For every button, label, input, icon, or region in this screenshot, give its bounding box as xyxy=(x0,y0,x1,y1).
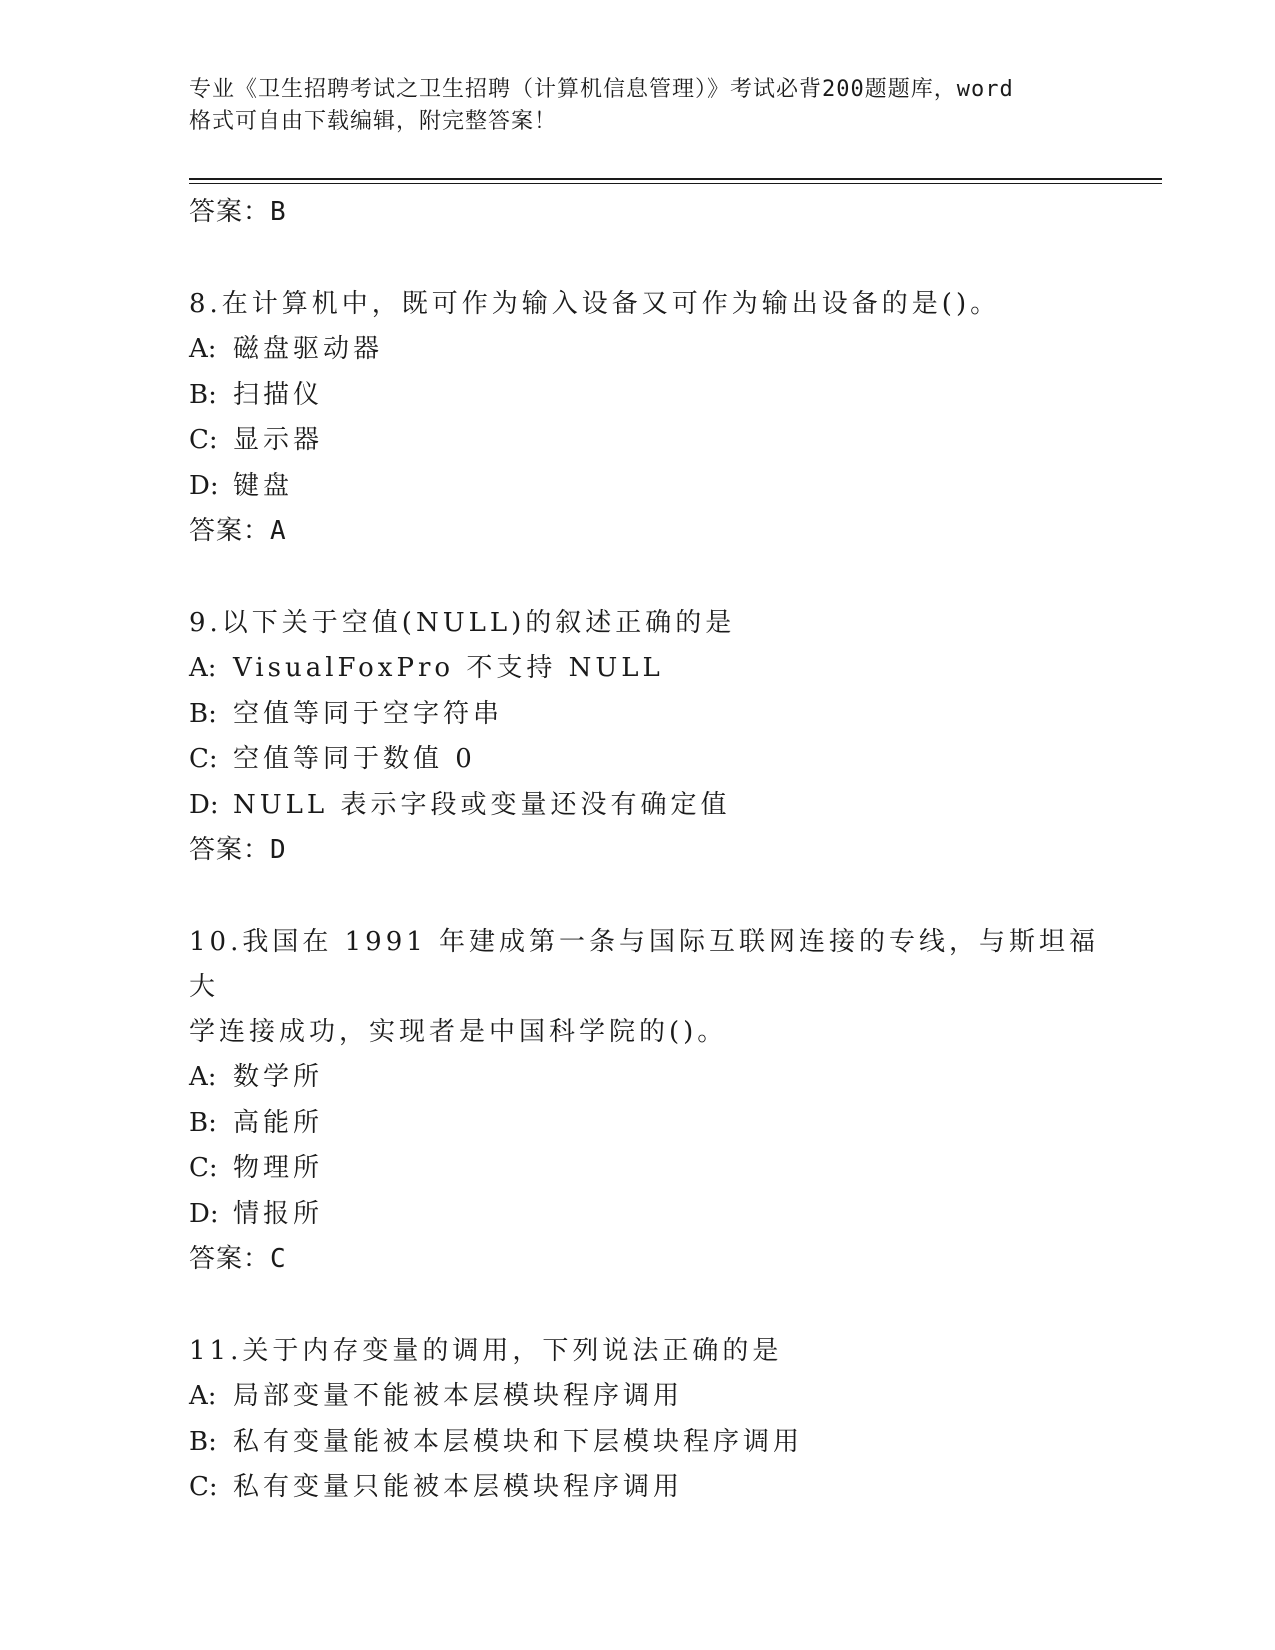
option-a xyxy=(189,646,1109,692)
question-block-10 xyxy=(189,920,1109,1281)
option-letter: D: xyxy=(189,470,219,501)
spacer xyxy=(189,872,1109,920)
question-block-8 xyxy=(189,282,1109,553)
option-letter: C: xyxy=(189,1472,218,1502)
option-d xyxy=(189,1192,1109,1238)
option-text: 物理所 xyxy=(233,1153,324,1183)
option-letter: D: xyxy=(189,789,219,820)
option-text: 数学所 xyxy=(233,1062,324,1092)
option-b xyxy=(189,1420,1109,1466)
question-text: 8.在计算机中，既可作为输入设备又可作为输出设备的是()。 xyxy=(189,289,1001,319)
option-text: 私有变量能被本层模块和下层模块程序调用 xyxy=(233,1426,804,1457)
option-c xyxy=(189,1146,1109,1192)
question-text: 11.关于内存变量的调用，下列说法正确的是 xyxy=(189,1336,783,1366)
option-letter: C: xyxy=(189,1153,218,1183)
header-divider-thin xyxy=(189,183,1162,184)
option-text: 扫描仪 xyxy=(233,379,324,410)
answer-line: 答案：A xyxy=(189,516,287,546)
option-letter: C: xyxy=(189,744,218,774)
option-text: NULL 表示字段或变量还没有确定值 xyxy=(233,789,731,820)
option-b xyxy=(189,373,1109,419)
option-text: 局部变量不能被本层模块程序调用 xyxy=(233,1381,684,1411)
option-text: 显示器 xyxy=(233,425,324,455)
option-text: 磁盘驱动器 xyxy=(233,334,384,364)
question-block-11 xyxy=(189,1329,1109,1511)
option-letter: A: xyxy=(189,334,217,364)
option-a xyxy=(189,327,1109,373)
answer-line-previous: 答案：B xyxy=(189,197,287,227)
header-line-1: 专业《卫生招聘考试之卫生招聘（计算机信息管理）》考试必背200题题库，word xyxy=(189,77,1014,102)
header-line-2: 格式可自由下载编辑，附完整答案！ xyxy=(189,109,558,134)
question-text-line-1: 10.我国在 1991 年建成第一条与国际互联网连接的专线，与斯坦福大 xyxy=(189,927,1100,1002)
option-letter: A: xyxy=(189,1062,217,1092)
option-text: 键盘 xyxy=(233,470,294,501)
option-letter: C: xyxy=(189,425,218,455)
option-b xyxy=(189,1101,1109,1147)
option-text: VisualFoxPro 不支持 NULL xyxy=(233,653,664,683)
option-a xyxy=(189,1374,1109,1420)
option-letter: A: xyxy=(189,653,217,683)
option-letter: B: xyxy=(189,1426,217,1457)
question-text: 9.以下关于空值(NULL)的叙述正确的是 xyxy=(189,608,736,638)
option-text: 高能所 xyxy=(233,1107,324,1138)
spacer xyxy=(189,553,1109,601)
question-block-9 xyxy=(189,601,1109,872)
header-divider-thick xyxy=(189,178,1162,180)
option-c xyxy=(189,1465,1109,1511)
question-list xyxy=(189,190,1109,1511)
option-text: 情报所 xyxy=(233,1198,324,1229)
option-c xyxy=(189,418,1109,464)
option-letter: B: xyxy=(189,379,217,410)
option-b xyxy=(189,692,1109,738)
option-text: 私有变量只能被本层模块程序调用 xyxy=(233,1472,684,1502)
spacer xyxy=(189,1281,1109,1329)
answer-line: 答案：D xyxy=(189,835,287,865)
option-a xyxy=(189,1055,1109,1101)
question-text-line-2: 学连接成功，实现者是中国科学院的()。 xyxy=(189,1017,728,1047)
spacer xyxy=(189,234,1109,282)
option-letter: B: xyxy=(189,698,217,729)
answer-line: 答案：C xyxy=(189,1244,287,1274)
option-text: 空值等同于空字符串 xyxy=(233,698,504,729)
document-header xyxy=(189,74,1089,138)
option-d xyxy=(189,464,1109,510)
option-letter: B: xyxy=(189,1107,217,1138)
option-d xyxy=(189,783,1109,829)
option-letter: A: xyxy=(189,1381,217,1411)
option-letter: D: xyxy=(189,1198,219,1229)
option-text: 空值等同于数值 0 xyxy=(233,744,476,774)
option-c xyxy=(189,737,1109,783)
